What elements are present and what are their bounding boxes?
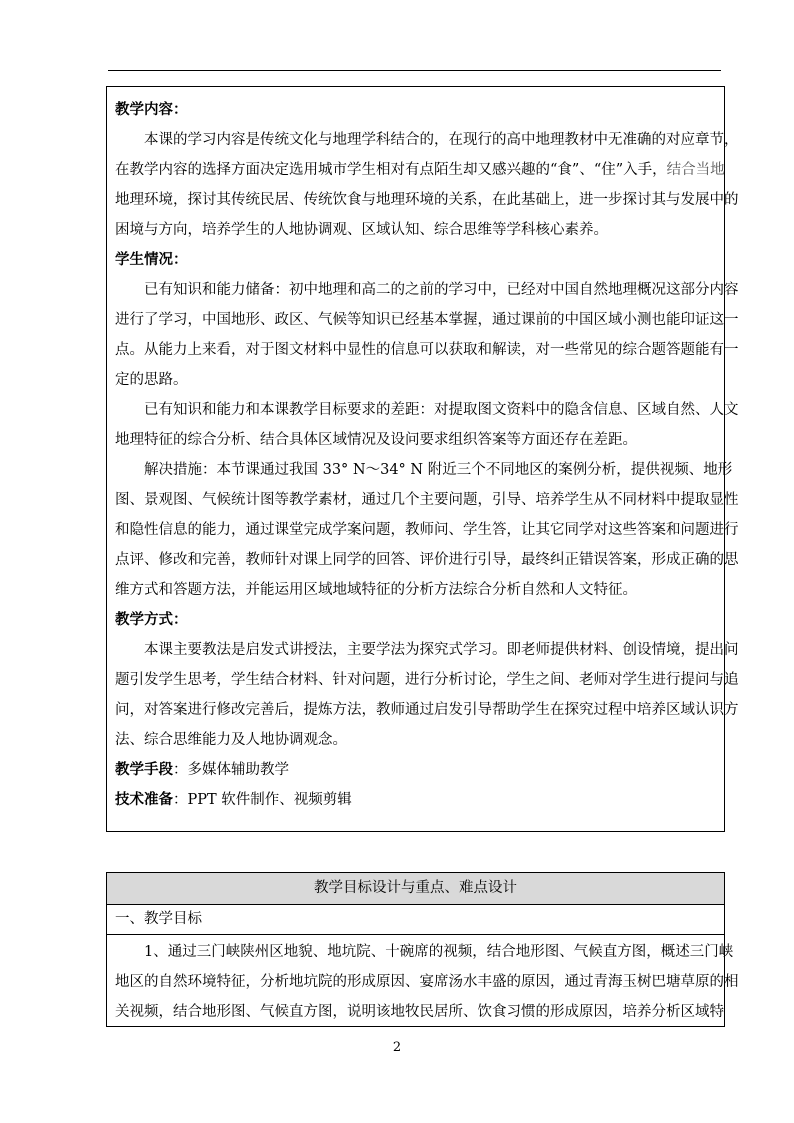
content-line: 地理环境，探讨其传统民居、传统饮食与地理环境的关系，在此基础上，进一步探讨其与发展中的 — [115, 192, 739, 208]
objectives-title: 教学目标设计与重点、难点设计 — [107, 873, 724, 905]
teaching-means-label: 教学手段 — [115, 762, 173, 778]
student-heading: 学生情况： — [115, 252, 188, 268]
tech-prep — [115, 785, 716, 815]
method-heading: 教学方式： — [115, 612, 188, 628]
student-line: 点。从能力上来看，对于图文材料中显性的信息可以获取和解读，对一些常见的综合题答题能有一 — [115, 342, 739, 358]
method-line: 问，对答案进行修改完善后，提炼方法，教师通过启发引导帮助学生在探究过程中培养区域认识方 — [115, 702, 739, 718]
content-heading: 教学内容： — [115, 102, 188, 118]
tech-prep-value: ：PPT 软件制作、视频剪辑 — [173, 792, 352, 808]
student-line: 已有知识和能力和本课教学目标要求的差距：对提取图文资料中的隐含信息、区域自然、人文 — [144, 402, 739, 418]
lesson-info-box — [106, 86, 739, 832]
student-line: 和隐性信息的能力，通过课堂完成学案问题，教师问、学生答，让其它同学对这些答案和问题进行 — [115, 522, 739, 538]
objective-line: 地区的自然环境特征，分析地坑院的形成原因、宴席汤水丰盛的原因，通过青海玉树巴塘草原的相 — [115, 974, 739, 990]
student-line: 图、景观图、气候统计图等教学素材，通过几个主要问题，引导、培养学生从不同材料中提取显性 — [115, 492, 739, 508]
student-line: 维方式和答题方法，并能运用区域地域特征的分析方法综合分析自然和人文特征。 — [115, 582, 637, 598]
student-line: 点评、修改和完善，教师针对课上同学的回答、评价进行引导，最终纠正错误答案，形成正确的思 — [115, 552, 739, 568]
content-line: 在教学内容的选择方面决定选用城市学生相对有点陌生却又感兴趣的“食”、“住”入手，结合当地 — [115, 162, 725, 178]
student-line: 地理特征的综合分析、结合具体区域情况及设问要求组织答案等方面还存在差距。 — [115, 432, 637, 448]
teaching-means — [115, 755, 716, 785]
header-rule — [108, 70, 721, 71]
tech-prep-label: 技术准备 — [115, 792, 173, 808]
objective-line: 关视频，结合地形图、气候直方图，说明该地牧民居所、饮食习惯的形成原因，培养分析区域特 — [115, 1004, 724, 1020]
student-line: 进行了学习，中国地形、政区、气候等知识已经基本掌握，通过课前的中国区域小测也能印证这一 — [115, 312, 739, 328]
objectives-subheading: 一、教学目标 — [107, 905, 724, 935]
teaching-means-value: ：多媒体辅助教学 — [173, 762, 289, 778]
student-line: 解决措施：本节课通过我国 33° N～34° N 附近三个不同地区的案例分析，提供视频、地形 — [144, 462, 733, 478]
method-line: 题引发学生思考，学生结合材料、针对问题，进行分析讨论，学生之间、老师对学生进行提问与追 — [115, 672, 739, 688]
objective-line: 1、通过三门峡陕州区地貌、地坑院、十碗席的视频，结合地形图、气候直方图，概述三门峡 — [144, 944, 734, 960]
student-line: 定的思路。 — [115, 372, 188, 388]
objectives-body — [107, 935, 739, 1027]
objectives-box — [106, 872, 739, 1027]
page-number: 2 — [392, 1040, 402, 1055]
student-line: 已有知识和能力储备：初中地理和高二的之前的学习中，已经对中国自然地理概况这部分内容 — [144, 282, 739, 298]
content-line: 本课的学习内容是传统文化与地理学科结合的，在现行的高中地理教材中无准确的对应章节， — [144, 132, 739, 148]
method-line: 法、综合思维能力及人地协调观念。 — [115, 732, 347, 748]
content-line: 困境与方向，培养学生的人地协调观、区域认知、综合思维等学科核心素养。 — [115, 222, 608, 238]
method-line: 本课主要教法是启发式讲授法，主要学法为探究式学习。即老师提供材料、创设情境，提出问 — [144, 642, 739, 658]
